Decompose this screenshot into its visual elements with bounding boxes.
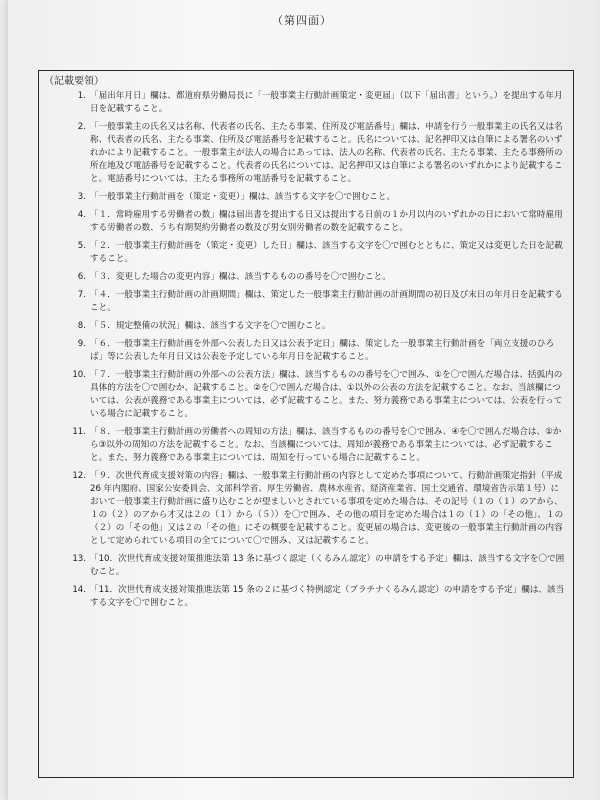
instruction-item <box>44 584 566 610</box>
item-number: 8. <box>77 321 86 331</box>
item-text: 「６．一般事業主行動計画を外部へ公表した日又は公表予定日」欄は、策定した一般事業主行動計画を「両立支援のひろば」等に公表した年月日又は公表を予定している年月日を記載すること。 <box>90 339 555 362</box>
instruction-item <box>44 320 566 333</box>
instruction-item <box>44 240 566 266</box>
item-number: 10. <box>72 370 86 380</box>
instruction-item <box>44 338 566 364</box>
item-text: 「８．一般事業主行動計画の労働者への周知の方法」欄は、該当するものの番号を〇で囲み、④を〇で囲んだ場合は、①から③以外の周知の方法を記載すること。なお、当該欄については、周知が義務である事業主については、必ず記載すること。また、努力義務である事業主については、周知を行っている場合に記載すること。 <box>90 427 562 463</box>
item-text: 「７．一般事業主行動計画の外部への公表方法」欄は、該当するものの番号を〇で囲み、①を〇で囲んだ場合は、括弧内の具体的方法を〇で囲むか、記載すること。②を〇で囲んだ場合は、①以外の公表の方法を記載すること。なお、当該欄については、公表が義務である事業主については、必ず記載すること。また、努力義務である事業主については、公表を行っている場合に記載すること。 <box>90 370 563 419</box>
instruction-item <box>44 209 566 235</box>
document-page <box>8 0 596 800</box>
instruction-item <box>44 553 566 579</box>
item-number: 5. <box>77 241 86 251</box>
section-title: （記載要領） <box>44 76 104 87</box>
item-text: 「一般事業主の氏名又は名称、代表者の氏名、主たる事業、住所及び電話番号」欄は、申請を行う一般事業主の氏名又は名称、代表者の氏名、主たる事業、住所及び電話番号を記載すること。氏名については、記名押印又は自筆による署名のいずれかにより記載すること。一般事業主が法人の場合にあっては、法人の名称、代表者の氏名、主たる事業、主たる事務所の所在地及び電話番号を記載すること。代表者の氏名については、記名押印又は自筆による署名のいずれかにより記載すること。電話番号については、主たる事務所の電話番号を記載すること。 <box>90 122 563 184</box>
page-label: （第四面） <box>272 14 332 27</box>
item-text: 「２．一般事業主行動計画を（策定・変更）した日」欄は、該当する文字を〇で囲むとともに、策定又は変更した日を記載すること。 <box>90 241 563 264</box>
item-number: 9. <box>77 339 86 349</box>
instruction-item <box>44 90 566 116</box>
item-text: 「９．次世代育成支援対策の内容」欄は、一般事業主行動計画の内容として定めた事項について、行動計画策定指針（平成 26 年内閣府、国家公安委員会、文部科学省、厚生労働省、農林水産省、経済産業省、国土交通省、環境省告示第１号）において一般事業主行動計画に盛り込むことが望ましいとされている事項を定めた場合は、その記号（１の（１）のアから、１の（２）のアから才又は２の（１）から（５））を〇で囲み、その他の項目を定めた場合は１の（１）の「その他」、１の（２）の「その他」又は２の「その他」にその概要を記載すること。変更届の場合は、変更後の一般事業主行動計画の内容として定められている項目の全てについて〇で囲み、又は記載すること。 <box>90 471 564 546</box>
item-number: 7. <box>77 290 86 300</box>
instruction-item <box>44 470 566 548</box>
item-number: 3. <box>77 192 86 202</box>
item-number: 6. <box>77 272 86 282</box>
instruction-item <box>44 271 566 284</box>
item-number: 12. <box>72 471 86 481</box>
instruction-item <box>44 121 566 186</box>
item-text: 「３．変更した場合の変更内容」欄は、該当するものの番号を〇で囲むこと。 <box>90 272 391 282</box>
item-text: 「届出年月日」欄は、都道府県労働局長に「一般事業主行動計画策定・変更届」（以下「届出書」という。）を提出する年月日を記載すること。 <box>90 91 563 114</box>
instruction-item <box>44 191 566 204</box>
item-text: 「４．一般事業主行動計画の計画期間」欄は、策定した一般事業主行動計画の計画期間の初日及び末日の年月日を記載すること。 <box>90 290 563 313</box>
item-text: 「５．規定整備の状況」欄は、該当する文字を〇で囲むこと。 <box>90 321 331 331</box>
instruction-item <box>44 426 566 465</box>
instruction-item <box>44 369 566 421</box>
item-number: 2. <box>77 122 86 132</box>
item-number: 4. <box>77 210 86 220</box>
item-text: 「10．次世代育成支援対策推進法第 13 条に基づく認定（くるみん認定）の申請をする予定」欄は、該当する文字を〇で囲むこと。 <box>90 554 565 577</box>
item-number: 14. <box>72 585 86 595</box>
item-text: 「11．次世代育成支援対策推進法第 15 条の２に基づく特例認定（プラチナくるみん認定）の申請をする予定」欄は、該当する文字を〇で囲むこと。 <box>90 585 565 608</box>
item-number: 1. <box>77 91 86 101</box>
instruction-item <box>44 289 566 315</box>
item-number: 13. <box>72 554 86 564</box>
item-text: 「一般事業主行動計画を（策定・変更）」欄は、該当する文字を〇で囲むこと。 <box>90 192 396 202</box>
item-number: 11. <box>72 427 86 437</box>
instruction-list <box>44 90 566 615</box>
item-text: 「１．常時雇用する労働者の数」欄は届出書を提出する日又は提出する日前の１か月以内のいずれかの日において常時雇用する労働者の数、うち有期契約労働者の数及び男女別労働者の数を記載すること。 <box>90 210 563 233</box>
